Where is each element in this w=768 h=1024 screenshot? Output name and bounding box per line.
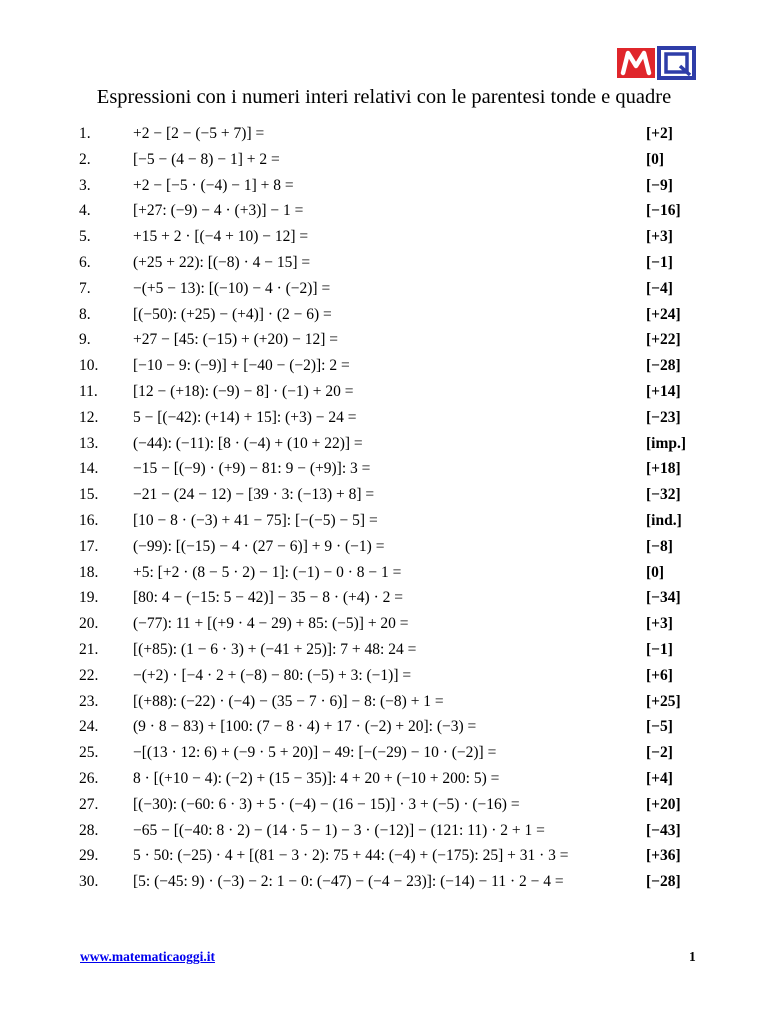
- exercise-result: [+14]: [646, 382, 681, 400]
- website-link[interactable]: www.matematicaoggi.it: [80, 949, 215, 964]
- exercise-row: [0, 327, 768, 353]
- exercise-number: 26.: [79, 769, 99, 787]
- exercise-expression: [10 − 8 · (−3) + 41 − 75]: [−(−5) − 5] =: [133, 511, 378, 529]
- exercise-row: [0, 121, 768, 147]
- exercise-result: [0]: [646, 563, 665, 581]
- exercise-expression: −(+5 − 13): [(−10) − 4 · (−2)] =: [133, 279, 331, 297]
- exercise-result: [−23]: [646, 408, 681, 426]
- exercise-expression: +27 − [45: (−15) + (+20) − 12] =: [133, 331, 338, 349]
- exercise-result: [+18]: [646, 460, 681, 478]
- exercise-result: [−28]: [646, 357, 681, 375]
- exercise-expression: +15 + 2 · [(−4 + 10) − 12] =: [133, 228, 309, 246]
- exercise-expression: [+27: (−9) − 4 · (+3)] − 1 =: [133, 202, 304, 220]
- exercise-result: [−5]: [646, 718, 673, 736]
- exercise-number: 12.: [79, 408, 99, 426]
- exercise-number: 4.: [79, 202, 91, 220]
- exercise-row: [0, 173, 768, 199]
- exercise-expression: −[(13 · 12: 6) + (−9 · 5 + 20)] − 49: [−(−29) − 10 · (−2)] =: [133, 744, 497, 762]
- exercise-result: [+22]: [646, 331, 681, 349]
- exercise-expression: +5: [+2 · (8 − 5 · 2) − 1]: (−1) − 0 · 8 − 1 =: [133, 563, 402, 581]
- exercise-result: [−16]: [646, 202, 681, 220]
- exercise-row: [0, 198, 768, 224]
- exercise-row: [0, 456, 768, 482]
- exercise-row: [0, 379, 768, 405]
- exercise-number: 15.: [79, 486, 99, 504]
- exercise-row: [0, 689, 768, 715]
- exercise-expression: [(+85): (1 − 6 · 3) + (−41 + 25)]: 7 + 48: 24 =: [133, 640, 417, 658]
- exercise-list: [0, 121, 768, 895]
- exercise-expression: −(+2) · [−4 · 2 + (−8) − 80: (−5) + 3: (−1)] =: [133, 666, 412, 684]
- exercise-result: [−28]: [646, 873, 681, 891]
- exercise-number: 16.: [79, 511, 99, 529]
- exercise-result: [−34]: [646, 589, 681, 607]
- exercise-number: 11.: [79, 382, 98, 400]
- exercise-row: [0, 740, 768, 766]
- exercise-expression: +2 − [−5 · (−4) − 1] + 8 =: [133, 176, 294, 194]
- exercise-result: [+36]: [646, 847, 681, 865]
- exercise-row: [0, 534, 768, 560]
- exercise-row: [0, 276, 768, 302]
- matematicaoggi-logo: [617, 44, 697, 82]
- exercise-expression: [12 − (+18): (−9) − 8] · (−1) + 20 =: [133, 382, 354, 400]
- exercise-expression: [80: 4 − (−15: 5 − 42)] − 35 − 8 · (+4) · 2 =: [133, 589, 403, 607]
- exercise-number: 6.: [79, 253, 91, 271]
- exercise-row: [0, 843, 768, 869]
- exercise-number: 2.: [79, 150, 91, 168]
- exercise-result: [+4]: [646, 769, 673, 787]
- exercise-result: [+3]: [646, 615, 673, 633]
- exercise-expression: [(−30): (−60: 6 · 3) + 5 · (−4) − (16 − 15)] · 3 + (−5) · (−16) =: [133, 795, 520, 813]
- exercise-expression: (9 · 8 − 83) + [100: (7 − 8 · 4) + 17 · (−2) + 20]: (−3) =: [133, 718, 477, 736]
- exercise-row: [0, 353, 768, 379]
- exercise-number: 30.: [79, 873, 99, 891]
- exercise-expression: +2 − [2 − (−5 + 7)] =: [133, 125, 265, 142]
- exercise-row: [0, 250, 768, 276]
- exercise-result: [+6]: [646, 666, 673, 684]
- exercise-number: 22.: [79, 666, 99, 684]
- exercise-number: 14.: [79, 460, 99, 478]
- exercise-row: [0, 663, 768, 689]
- exercise-number: 19.: [79, 589, 99, 607]
- exercise-expression: (+25 + 22): [(−8) · 4 − 15] =: [133, 253, 311, 271]
- exercise-row: [0, 508, 768, 534]
- exercise-expression: [−10 − 9: (−9)] + [−40 − (−2)]: 2 =: [133, 357, 350, 375]
- exercise-row: [0, 224, 768, 250]
- exercise-result: [−1]: [646, 640, 673, 658]
- exercise-number: 27.: [79, 795, 99, 813]
- exercise-result: [+24]: [646, 305, 681, 323]
- exercise-expression: 8 · [(+10 − 4): (−2) + (15 − 35)]: 4 + 20 + (−10 + 200: 5) =: [133, 769, 500, 787]
- exercise-row: [0, 714, 768, 740]
- exercise-result: [−1]: [646, 253, 673, 271]
- exercise-expression: [(−50): (+25) − (+4)] · (2 − 6) =: [133, 305, 332, 323]
- exercise-result: [+3]: [646, 228, 673, 246]
- exercise-row: [0, 147, 768, 173]
- exercise-result: [−43]: [646, 821, 681, 839]
- exercise-number: 20.: [79, 615, 99, 633]
- exercise-result: [+25]: [646, 692, 681, 710]
- exercise-row: [0, 869, 768, 895]
- exercise-row: [0, 637, 768, 663]
- exercise-result: [−32]: [646, 486, 681, 504]
- exercise-row: [0, 302, 768, 328]
- exercise-row: [0, 585, 768, 611]
- exercise-result: [+2]: [646, 125, 673, 142]
- exercise-number: 21.: [79, 640, 99, 658]
- exercise-result: [−9]: [646, 176, 673, 194]
- exercise-number: 7.: [79, 279, 91, 297]
- exercise-expression: −21 − (24 − 12) − [39 · 3: (−13) + 8] =: [133, 486, 375, 504]
- exercise-row: [0, 766, 768, 792]
- exercise-expression: (−77): 11 + [(+9 · 4 − 29) + 85: (−5)] + 20 =: [133, 615, 409, 633]
- exercise-number: 25.: [79, 744, 99, 762]
- exercise-number: 5.: [79, 228, 91, 246]
- exercise-expression: (−99): [(−15) − 4 · (27 − 6)] + 9 · (−1) =: [133, 537, 385, 555]
- exercise-expression: 5 · 50: (−25) · 4 + [(81 − 3 · 2): 75 + 44: (−4) + (−175): 25] + 31 · 3 =: [133, 847, 569, 865]
- exercise-number: 24.: [79, 718, 99, 736]
- exercise-number: 3.: [79, 176, 91, 194]
- exercise-row: [0, 560, 768, 586]
- page-title: Espressioni con i numeri interi relativi con le parentesi tonde e quadre: [96, 86, 672, 108]
- exercise-result: [0]: [646, 150, 665, 168]
- exercise-expression: [(+88): (−22) · (−4) − (35 − 7 · 6)] − 8: (−8) + 1 =: [133, 692, 444, 710]
- exercise-row: [0, 792, 768, 818]
- exercise-row: [0, 611, 768, 637]
- exercise-result: [imp.]: [646, 434, 687, 452]
- page-number: 1: [689, 949, 696, 964]
- exercise-result: [ind.]: [646, 511, 682, 529]
- exercise-expression: −15 − [(−9) · (+9) − 81: 9 − (+9)]: 3 =: [133, 460, 371, 478]
- exercise-number: 23.: [79, 692, 99, 710]
- exercise-number: 29.: [79, 847, 99, 865]
- exercise-row: [0, 405, 768, 431]
- exercise-expression: [−5 − (4 − 8) − 1] + 2 =: [133, 150, 280, 168]
- exercise-result: [−2]: [646, 744, 673, 762]
- exercise-result: [+20]: [646, 795, 681, 813]
- exercise-number: 13.: [79, 434, 99, 452]
- exercise-expression: −65 − [(−40: 8 · 2) − (14 · 5 − 1) − 3 · (−12)] − (121: 11) · 2 + 1 =: [133, 821, 545, 839]
- exercise-result: [−4]: [646, 279, 673, 297]
- exercise-number: 8.: [79, 305, 91, 323]
- exercise-number: 17.: [79, 537, 99, 555]
- exercise-expression: (−44): (−11): [8 · (−4) + (10 + 22)] =: [133, 434, 363, 452]
- exercise-expression: 5 − [(−42): (+14) + 15]: (+3) − 24 =: [133, 408, 357, 426]
- exercise-row: [0, 818, 768, 844]
- exercise-row: [0, 482, 768, 508]
- exercise-number: 28.: [79, 821, 99, 839]
- exercise-number: 18.: [79, 563, 99, 581]
- exercise-result: [−8]: [646, 537, 673, 555]
- exercise-expression: [5: (−45: 9) · (−3) − 2: 1 − 0: (−47) − (−4 − 23)]: (−14) − 11 · 2 − 4 =: [133, 873, 564, 891]
- exercise-number: 9.: [79, 331, 91, 349]
- exercise-number: 10.: [79, 357, 99, 375]
- exercise-number: 1.: [79, 125, 91, 142]
- exercise-row: [0, 431, 768, 457]
